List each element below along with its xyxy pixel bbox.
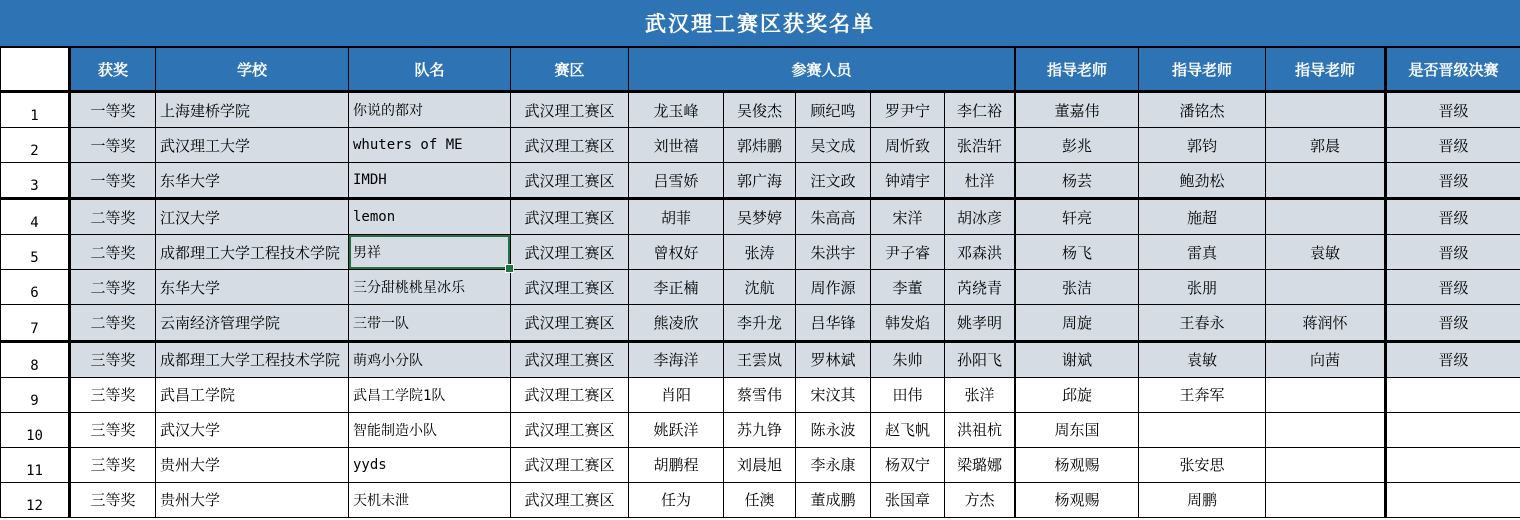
header-index[interactable]: 序号 — [1, 48, 71, 90]
cell-participant-3[interactable]: 董成鹏 — [796, 483, 871, 517]
page-title: 武汉理工赛区获奖名单 — [645, 12, 875, 36]
cell-advisor-1[interactable]: 张洁 — [1016, 270, 1139, 304]
cell-participant-5[interactable]: 洪祖杭 — [945, 413, 1016, 447]
cell-participant-4[interactable]: 朱帅 — [871, 343, 945, 377]
cell-participant-1[interactable]: 刘世禧 — [629, 128, 724, 162]
cell-final[interactable] — [1384, 483, 1520, 517]
cell-final[interactable]: 晋级 — [1384, 235, 1520, 269]
cell-index[interactable]: 11 — [1, 448, 71, 482]
cell-school[interactable]: 云南经济管理学院 — [156, 305, 349, 339]
cell-participant-4[interactable]: 张国章 — [871, 483, 945, 517]
cell-index[interactable]: 12 — [1, 483, 71, 517]
cell-participant-5[interactable]: 张洋 — [945, 378, 1016, 412]
cell-participant-2[interactable]: 李升龙 — [724, 305, 796, 339]
cell-advisor-1[interactable]: 轩亮 — [1016, 200, 1139, 234]
cell-participant-3[interactable]: 朱高高 — [796, 200, 871, 234]
table-row — [1, 163, 1520, 200]
title-cell[interactable] — [0, 0, 1520, 48]
cell-final[interactable] — [1384, 413, 1520, 447]
cell-participant-4[interactable]: 韩发焰 — [871, 305, 945, 339]
cell-award[interactable]: 二等奖 — [71, 270, 156, 304]
cell-advisor-3[interactable] — [1266, 270, 1384, 304]
table-body — [0, 93, 1520, 518]
cell-participant-4[interactable]: 田伟 — [871, 378, 945, 412]
cell-advisor-1[interactable]: 周旋 — [1016, 305, 1139, 339]
cell-team[interactable]: yyds — [349, 448, 511, 482]
cell-final[interactable]: 晋级 — [1384, 270, 1520, 304]
cell-index[interactable]: 3 — [1, 163, 71, 197]
table-row — [1, 378, 1520, 413]
cell-participant-3[interactable]: 朱洪宇 — [796, 235, 871, 269]
cell-advisor-2[interactable]: 潘铭杰 — [1139, 93, 1266, 127]
cell-team[interactable]: 智能制造小队 — [349, 413, 511, 447]
cell-award[interactable]: 一等奖 — [71, 163, 156, 197]
cell-participant-4[interactable]: 杨双宁 — [871, 448, 945, 482]
cell-region[interactable]: 武汉理工赛区 — [511, 200, 629, 234]
cell-participant-1[interactable]: 肖阳 — [629, 378, 724, 412]
cell-award[interactable]: 三等奖 — [71, 413, 156, 447]
header-team[interactable]: 队名 — [349, 48, 511, 90]
cell-participant-3[interactable]: 宋汶其 — [796, 378, 871, 412]
cell-region[interactable]: 武汉理工赛区 — [511, 163, 629, 197]
cell-participant-5[interactable]: 邓森洪 — [945, 235, 1016, 269]
cell-participant-2[interactable]: 任澳 — [724, 483, 796, 517]
cell-participant-2[interactable]: 郭广海 — [724, 163, 796, 197]
cell-award[interactable]: 三等奖 — [71, 343, 156, 377]
cell-participant-5[interactable]: 杜洋 — [945, 163, 1016, 197]
cell-advisor-3[interactable] — [1266, 413, 1384, 447]
cell-advisor-2[interactable] — [1139, 413, 1266, 447]
cell-school[interactable]: 成都理工大学工程技术学院 — [156, 343, 349, 377]
cell-team[interactable]: 三带一队 — [349, 305, 511, 339]
cell-region[interactable]: 武汉理工赛区 — [511, 93, 629, 127]
cell-team[interactable]: 你说的都对 — [349, 93, 511, 127]
table-row — [1, 448, 1520, 483]
cell-participant-3[interactable]: 陈永波 — [796, 413, 871, 447]
cell-index[interactable]: 9 — [1, 378, 71, 412]
cell-participant-2[interactable]: 吴梦婷 — [724, 200, 796, 234]
cell-final[interactable]: 晋级 — [1384, 128, 1520, 162]
selected-cell[interactable]: 男祥 — [349, 235, 511, 269]
cell-region[interactable]: 武汉理工赛区 — [511, 305, 629, 339]
cell-advisor-3[interactable]: 袁敏 — [1266, 235, 1384, 269]
header-advisor-2[interactable]: 指导老师 — [1139, 48, 1266, 90]
table-row — [1, 93, 1520, 128]
cell-advisor-2[interactable]: 施超 — [1139, 200, 1266, 234]
cell-school[interactable]: 上海建桥学院 — [156, 93, 349, 127]
cell-final[interactable]: 晋级 — [1384, 343, 1520, 377]
cell-advisor-2[interactable]: 王奔军 — [1139, 378, 1266, 412]
cell-advisor-2[interactable]: 张安思 — [1139, 448, 1266, 482]
cell-participant-3[interactable]: 罗林斌 — [796, 343, 871, 377]
cell-advisor-2[interactable]: 周鹏 — [1139, 483, 1266, 517]
cell-participant-4[interactable]: 周忻致 — [871, 128, 945, 162]
header-award[interactable]: 获奖 — [71, 48, 156, 90]
cell-participant-2[interactable]: 张涛 — [724, 235, 796, 269]
table-row — [1, 483, 1520, 518]
cell-region[interactable]: 武汉理工赛区 — [511, 448, 629, 482]
cell-school[interactable]: 贵州大学 — [156, 448, 349, 482]
cell-final[interactable]: 晋级 — [1384, 163, 1520, 197]
cell-school[interactable]: 武昌工学院 — [156, 378, 349, 412]
table-row — [1, 305, 1520, 342]
cell-school[interactable]: 成都理工大学工程技术学院 — [156, 235, 349, 269]
cell-final[interactable] — [1384, 448, 1520, 482]
cell-participant-2[interactable]: 吴俊杰 — [724, 93, 796, 127]
cell-advisor-1[interactable]: 杨飞 — [1016, 235, 1139, 269]
cell-participant-5[interactable]: 张浩轩 — [945, 128, 1016, 162]
cell-final[interactable]: 晋级 — [1384, 93, 1520, 127]
cell-region[interactable]: 武汉理工赛区 — [511, 378, 629, 412]
cell-participant-3[interactable]: 汪文政 — [796, 163, 871, 197]
cell-index[interactable]: 4 — [1, 200, 71, 234]
cell-award[interactable]: 一等奖 — [71, 128, 156, 162]
cell-team[interactable]: lemon — [349, 200, 511, 234]
header-region[interactable]: 赛区 — [511, 48, 629, 90]
header-school[interactable]: 学校 — [156, 48, 349, 90]
cell-participant-4[interactable]: 宋洋 — [871, 200, 945, 234]
cell-participant-1[interactable]: 龙玉峰 — [629, 93, 724, 127]
cell-participant-3[interactable]: 周作源 — [796, 270, 871, 304]
cell-advisor-3[interactable] — [1266, 163, 1384, 197]
cell-team[interactable]: IMDH — [349, 163, 511, 197]
cell-participant-3[interactable]: 吴文成 — [796, 128, 871, 162]
cell-participant-5[interactable]: 胡冰彦 — [945, 200, 1016, 234]
cell-participant-5[interactable]: 姚孝明 — [945, 305, 1016, 339]
cell-participant-1[interactable]: 胡鹏程 — [629, 448, 724, 482]
table-row — [1, 128, 1520, 163]
cell-award[interactable]: 三等奖 — [71, 378, 156, 412]
cell-school[interactable]: 江汉大学 — [156, 200, 349, 234]
cell-index[interactable]: 1 — [1, 93, 71, 127]
cell-advisor-1[interactable]: 杨观赐 — [1016, 448, 1139, 482]
cell-participant-2[interactable]: 郭炜鹏 — [724, 128, 796, 162]
cell-participant-1[interactable]: 熊凌欣 — [629, 305, 724, 339]
cell-participant-5[interactable]: 芮绕青 — [945, 270, 1016, 304]
table-header-row — [0, 48, 1520, 93]
cell-advisor-3[interactable]: 蒋润怀 — [1266, 305, 1384, 339]
cell-final[interactable]: 晋级 — [1384, 200, 1520, 234]
cell-advisor-3[interactable] — [1266, 93, 1384, 127]
cell-index[interactable]: 2 — [1, 128, 71, 162]
cell-advisor-1[interactable]: 周东国 — [1016, 413, 1139, 447]
cell-participant-2[interactable]: 王雲岚 — [724, 343, 796, 377]
cell-participant-5[interactable]: 李仁裕 — [945, 93, 1016, 127]
cell-award[interactable]: 三等奖 — [71, 448, 156, 482]
cell-advisor-2[interactable]: 雷真 — [1139, 235, 1266, 269]
cell-award[interactable]: 二等奖 — [71, 200, 156, 234]
cell-participant-4[interactable]: 罗尹宁 — [871, 93, 945, 127]
table-row — [1, 343, 1520, 378]
cell-advisor-1[interactable]: 彭兆 — [1016, 128, 1139, 162]
cell-advisor-3[interactable] — [1266, 448, 1384, 482]
cell-participant-4[interactable]: 尹子睿 — [871, 235, 945, 269]
table-row — [1, 235, 1520, 270]
cell-participant-2[interactable]: 刘晨旭 — [724, 448, 796, 482]
table-row — [1, 413, 1520, 448]
cell-region[interactable]: 武汉理工赛区 — [511, 270, 629, 304]
cell-participant-2[interactable]: 苏九铮 — [724, 413, 796, 447]
cell-team[interactable]: 三分甜桃桃星冰乐 — [349, 270, 511, 304]
cell-participant-5[interactable]: 梁璐娜 — [945, 448, 1016, 482]
header-advisor-1[interactable]: 指导老师 — [1016, 48, 1139, 90]
cell-participant-1[interactable]: 曾权好 — [629, 235, 724, 269]
cell-final[interactable]: 晋级 — [1384, 305, 1520, 339]
cell-participant-1[interactable]: 李正楠 — [629, 270, 724, 304]
cell-advisor-3[interactable] — [1266, 200, 1384, 234]
cell-advisor-3[interactable]: 向茜 — [1266, 343, 1384, 377]
header-final[interactable]: 是否晋级决赛 — [1384, 48, 1520, 90]
cell-team[interactable]: 天机未泄 — [349, 483, 511, 517]
cell-index[interactable]: 8 — [1, 343, 71, 377]
cell-team[interactable]: 武昌工学院1队 — [349, 378, 511, 412]
cell-participant-1[interactable]: 任为 — [629, 483, 724, 517]
cell-advisor-2[interactable]: 张朋 — [1139, 270, 1266, 304]
cell-school[interactable]: 贵州大学 — [156, 483, 349, 517]
header-participants[interactable]: 参赛人员 — [629, 48, 1016, 90]
cell-region[interactable]: 武汉理工赛区 — [511, 343, 629, 377]
table-row — [1, 200, 1520, 235]
cell-participant-2[interactable]: 蔡雪伟 — [724, 378, 796, 412]
cell-index[interactable]: 5 — [1, 235, 71, 269]
cell-participant-3[interactable]: 顾纪鸣 — [796, 93, 871, 127]
cell-award[interactable]: 二等奖 — [71, 235, 156, 269]
header-advisor-3[interactable]: 指导老师 — [1294, 62, 1355, 79]
cell-advisor-2[interactable]: 王春永 — [1139, 305, 1266, 339]
cell-team[interactable]: whuters of ME — [349, 128, 511, 162]
cell-participant-1[interactable]: 李海洋 — [629, 343, 724, 377]
cell-region[interactable]: 武汉理工赛区 — [511, 235, 629, 269]
cell-participant-3[interactable]: 吕华锋 — [796, 305, 871, 339]
cell-participant-1[interactable]: 姚跃洋 — [629, 413, 724, 447]
cell-advisor-3[interactable]: 郭晨 — [1266, 128, 1384, 162]
cell-school[interactable]: 武汉理工大学 — [156, 128, 349, 162]
cell-participant-4[interactable]: 李董 — [871, 270, 945, 304]
cell-participant-1[interactable]: 吕雪娇 — [629, 163, 724, 197]
cell-advisor-1[interactable]: 董嘉伟 — [1016, 93, 1139, 127]
cell-participant-3[interactable]: 李永康 — [796, 448, 871, 482]
cell-award[interactable]: 三等奖 — [71, 483, 156, 517]
cell-advisor-1[interactable]: 杨芸 — [1016, 163, 1139, 197]
cell-advisor-3[interactable] — [1266, 378, 1384, 412]
cell-advisor-1[interactable]: 谢斌 — [1016, 343, 1139, 377]
table-row — [1, 270, 1520, 305]
cell-participant-1[interactable]: 胡菲 — [629, 200, 724, 234]
cell-participant-5[interactable]: 孙阳飞 — [945, 343, 1016, 377]
cell-team[interactable]: 萌鸡小分队 — [349, 343, 511, 377]
cell-region[interactable]: 武汉理工赛区 — [511, 413, 629, 447]
cell-advisor-2[interactable]: 鲍劲松 — [1139, 163, 1266, 197]
cell-region[interactable]: 武汉理工赛区 — [511, 128, 629, 162]
cell-index[interactable]: 6 — [1, 270, 71, 304]
cell-participant-4[interactable]: 钟靖宇 — [871, 163, 945, 197]
cell-participant-4[interactable]: 赵飞帆 — [871, 413, 945, 447]
cell-award[interactable]: 二等奖 — [71, 305, 156, 339]
cell-advisor-1[interactable]: 杨观赐 — [1016, 483, 1139, 517]
cell-index[interactable]: 7 — [1, 305, 71, 339]
cell-advisor-3[interactable] — [1266, 483, 1384, 517]
cell-participant-5[interactable]: 方杰 — [945, 483, 1016, 517]
cell-advisor-1[interactable]: 邱旋 — [1016, 378, 1139, 412]
cell-school[interactable]: 武汉大学 — [156, 413, 349, 447]
cell-index[interactable]: 10 — [1, 413, 71, 447]
cell-school[interactable]: 东华大学 — [156, 163, 349, 197]
cell-award[interactable]: 一等奖 — [71, 93, 156, 127]
cell-participant-2[interactable]: 沈航 — [724, 270, 796, 304]
cell-advisor-2[interactable]: 郭钧 — [1139, 128, 1266, 162]
cell-final[interactable] — [1384, 378, 1520, 412]
cell-region[interactable]: 武汉理工赛区 — [511, 483, 629, 517]
cell-advisor-2[interactable]: 袁敏 — [1139, 343, 1266, 377]
cell-school[interactable]: 东华大学 — [156, 270, 349, 304]
